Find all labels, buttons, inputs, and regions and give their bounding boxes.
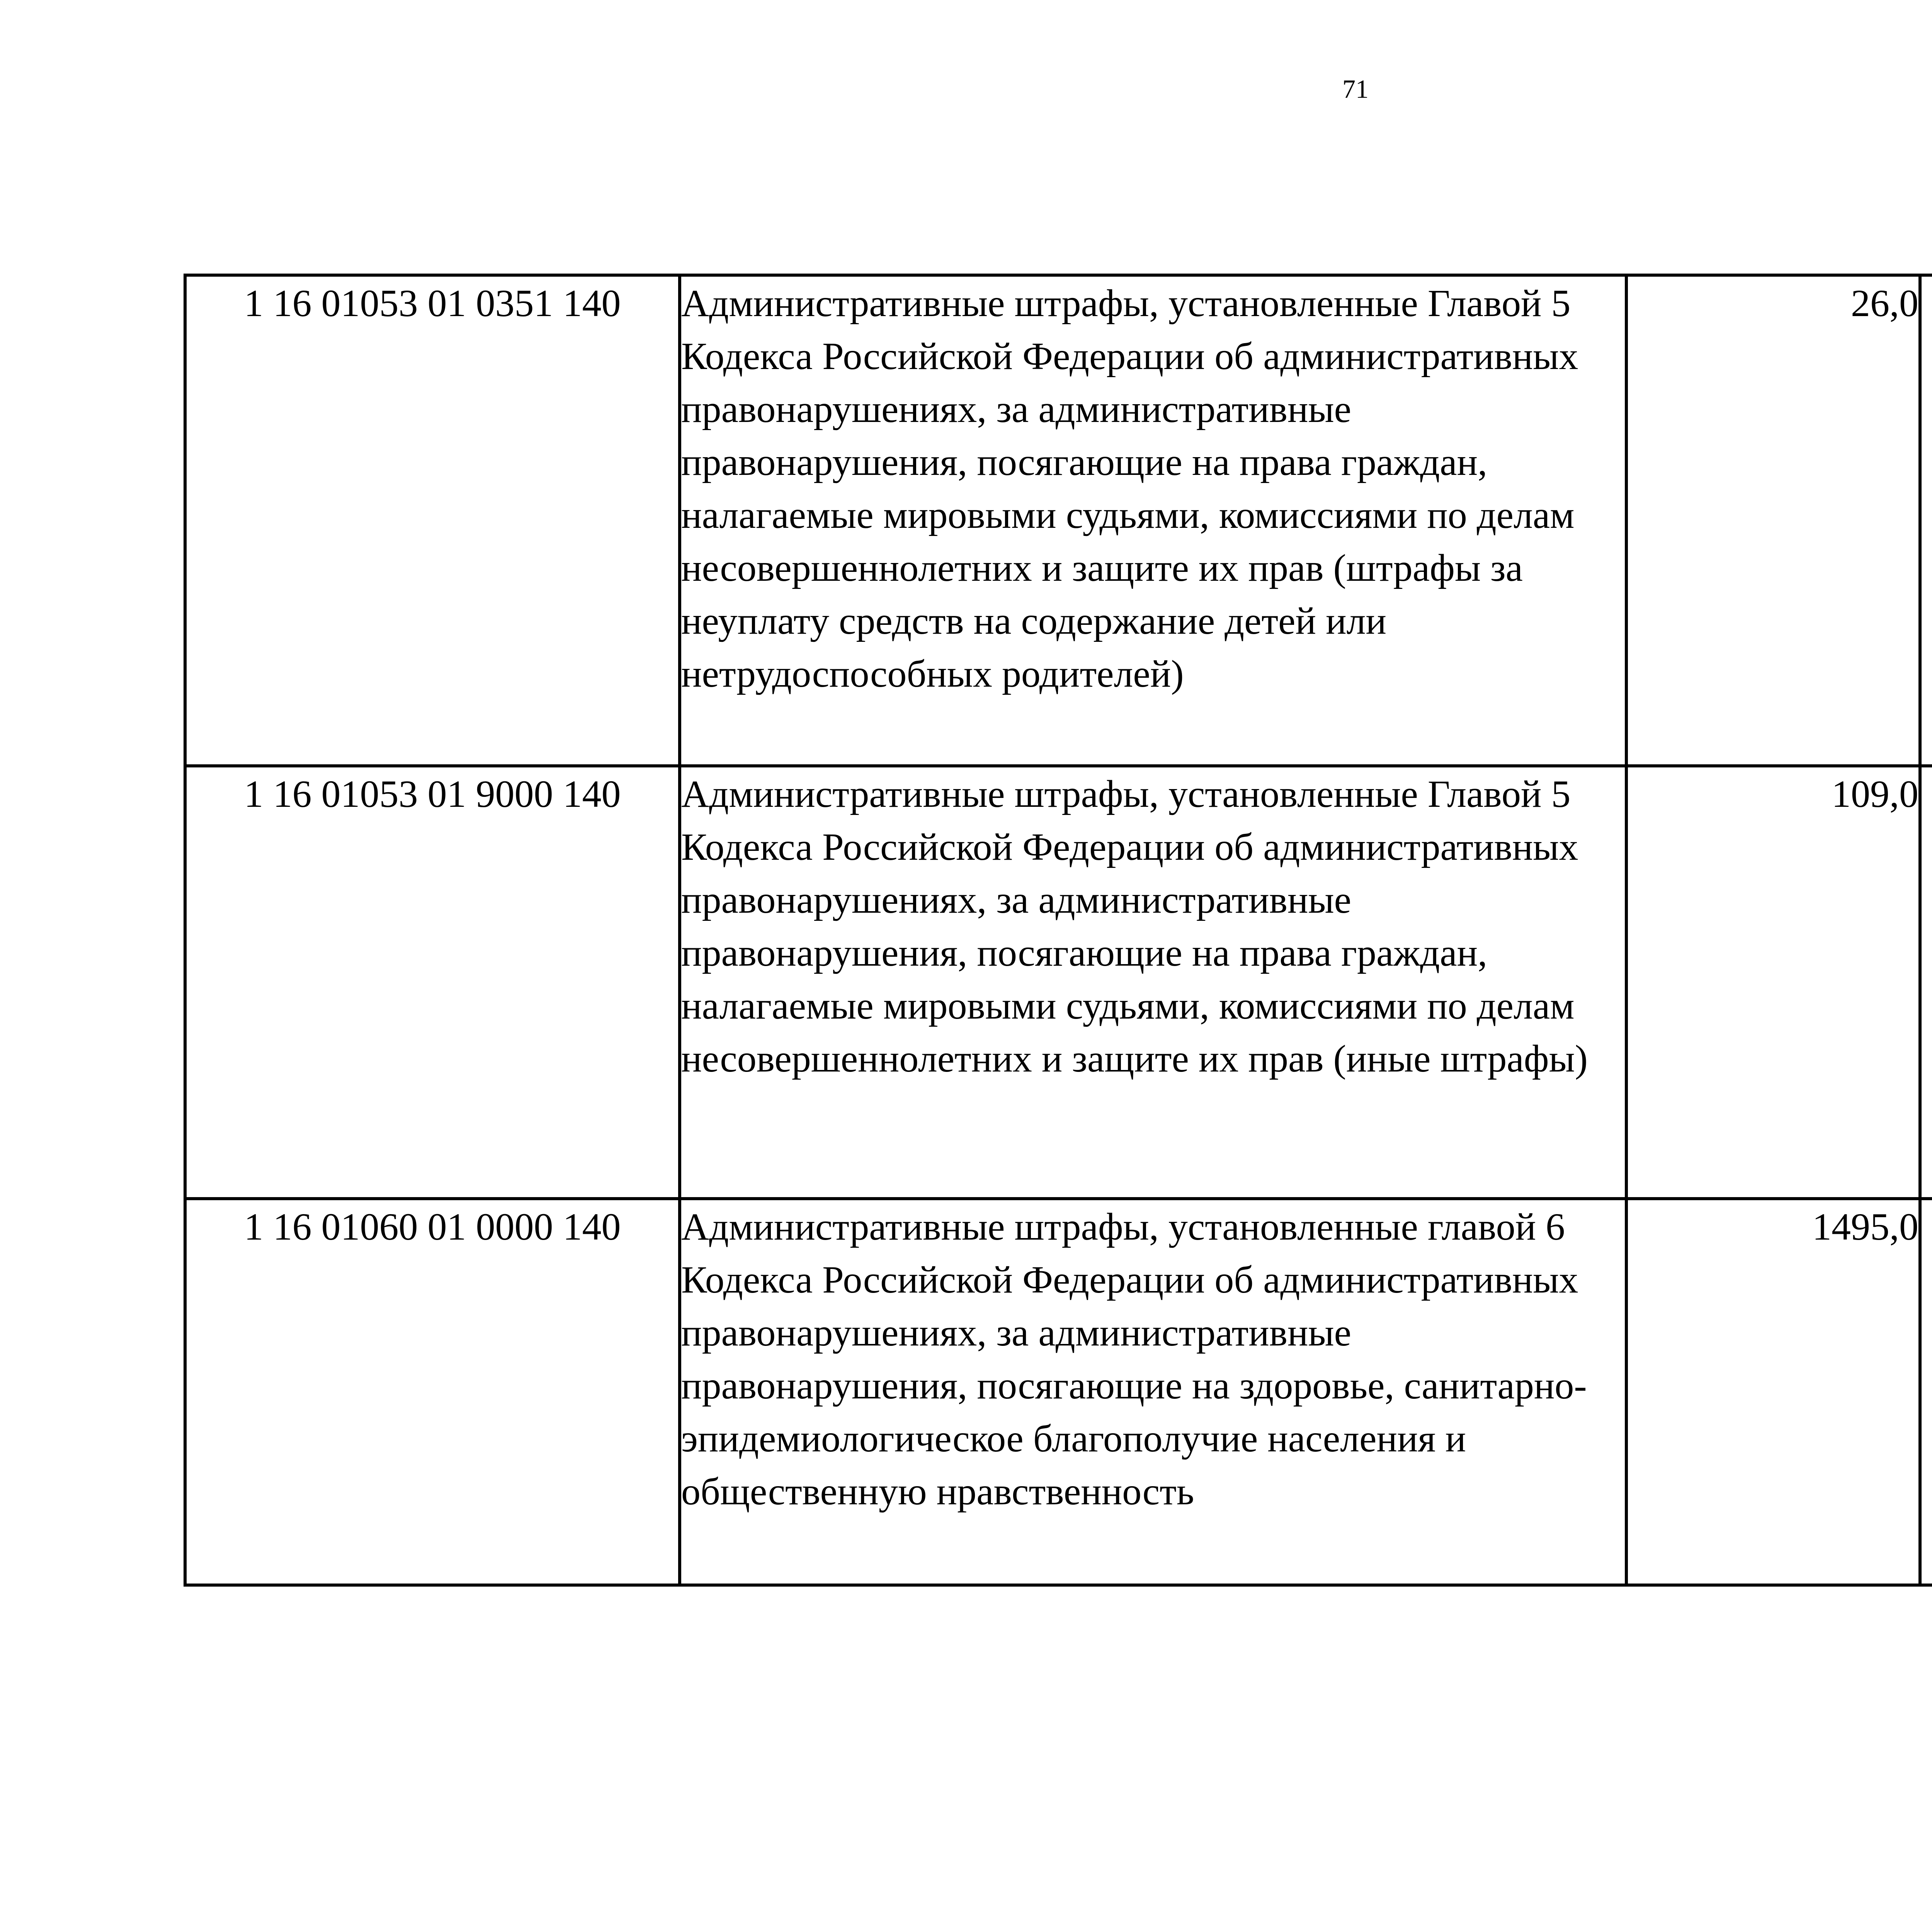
- value-cell-2: [1920, 1199, 1932, 1585]
- table-row: [185, 766, 1932, 1199]
- value-cell-1: 109,0: [1626, 766, 1920, 1199]
- value-cell-2: [1920, 275, 1932, 766]
- description-cell: Административные штрафы, установленные Главой 5 Кодекса Российской Федерации об административных правонарушениях, за административные правонарушения, посягающие на права граждан, налагаемые мировыми судьями, комиссиями по делам несовершеннолетних и защите их прав (штрафы за неуплату средств на содержание детей или нетрудоспособных родителей): [680, 275, 1626, 766]
- value-cell-2: [1920, 766, 1932, 1199]
- value-cell-1: 26,0: [1626, 275, 1920, 766]
- description-cell: Административные штрафы, установленные главой 6 Кодекса Российской Федерации об административных правонарушениях, за административные правонарушения, посягающие на здоровье, санитарно-эпидемиологическое благополучие населения и общественную нравственность: [680, 1199, 1626, 1585]
- page-number: 71: [1342, 74, 1369, 104]
- value-cell-1: 1495,0: [1626, 1199, 1920, 1585]
- table-row: [185, 1199, 1932, 1585]
- budget-code-cell: 1 16 01053 01 0351 140: [185, 275, 680, 766]
- budget-code-cell: 1 16 01053 01 9000 140: [185, 766, 680, 1199]
- revenue-table: [184, 274, 1932, 1587]
- description-cell: Административные штрафы, установленные Главой 5 Кодекса Российской Федерации об административных правонарушениях, за административные правонарушения, посягающие на права граждан, налагаемые мировыми судьями, комиссиями по делам несовершеннолетних и защите их прав (иные штрафы): [680, 766, 1626, 1199]
- table-row: [185, 275, 1932, 766]
- budget-code-cell: 1 16 01060 01 0000 140: [185, 1199, 680, 1585]
